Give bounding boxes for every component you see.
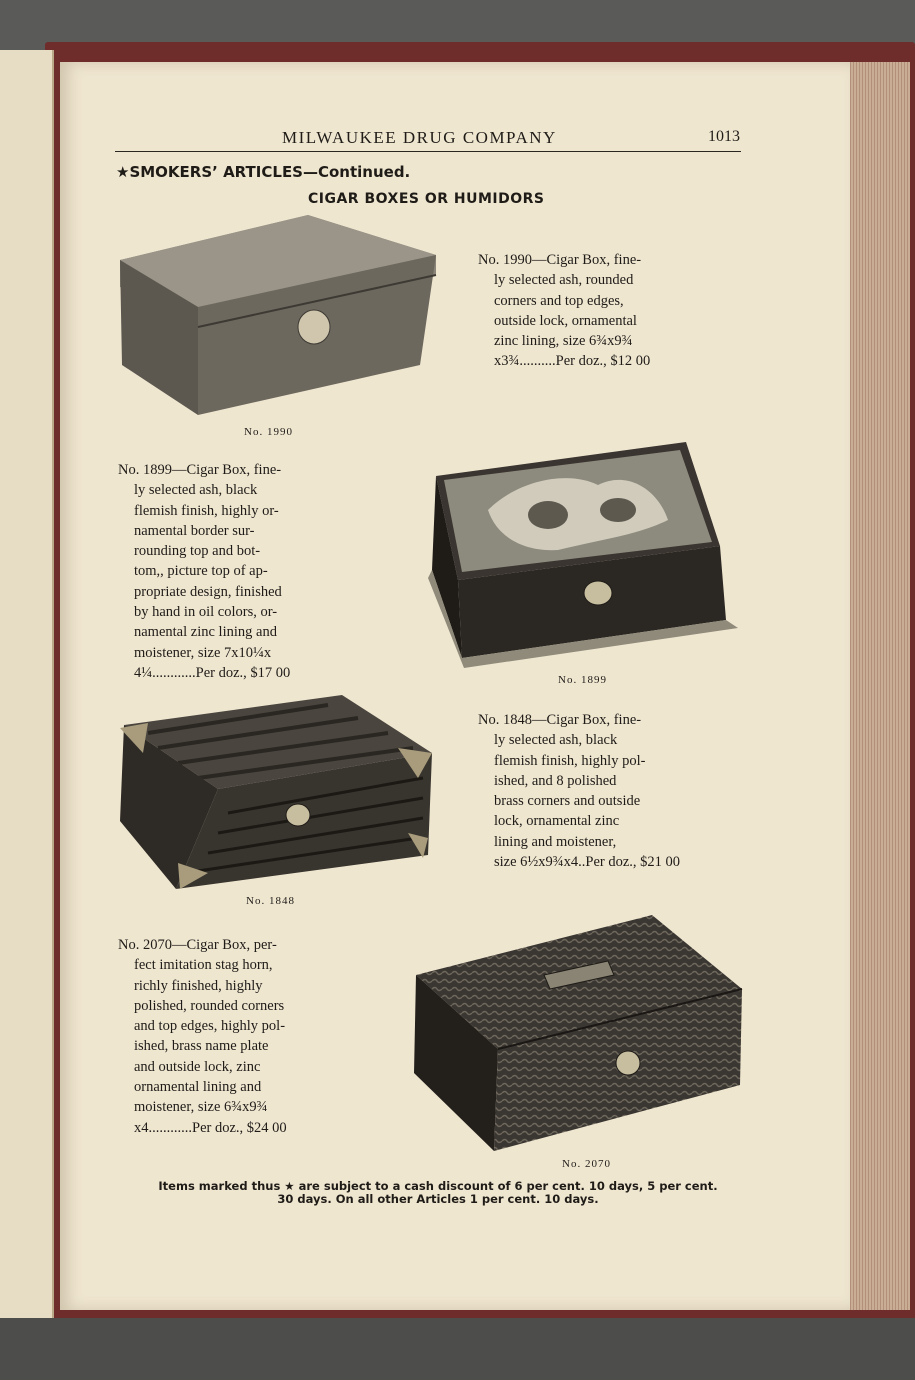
desc-1848-line-6: lock, ornamental zinc — [494, 813, 620, 830]
desc-1990-line-4: outside lock, ornamental — [494, 312, 637, 329]
footnote-line-2: 30 days. On all other Articles 1 per cent. 10 days. — [277, 1192, 599, 1206]
desc-1990-line-5: zinc lining, size 6¾x9¾ — [494, 333, 633, 350]
section-title: ★SMOKERS’ ARTICLES—Continued. — [116, 163, 411, 181]
desc-1899-line-11: 4¼............Per doz., $17 00 — [134, 664, 291, 681]
page-number: 1013 — [708, 128, 740, 145]
desc-1848-line-1: No. 1848—Cigar Box, fine- — [478, 712, 642, 728]
page-header-title: MILWAUKEE DRUG COMPANY — [282, 128, 557, 147]
cigar-box-1848-image — [118, 693, 434, 891]
desc-1899-line-5: rounding top and bot- — [134, 543, 261, 560]
cigar-box-1990-image — [118, 215, 438, 420]
desc-1848-line-5: brass corners and outside — [494, 793, 641, 810]
product-caption-1899: No. 1899 — [558, 674, 607, 686]
footnote-line-1: Items marked thus ★ are subject to a cash discount of 6 per cent. 10 days, 5 per cent. — [158, 1179, 718, 1193]
desc-1990-line-1: No. 1990—Cigar Box, fine- — [478, 252, 642, 268]
previous-page-edge — [0, 50, 54, 1320]
discount-footnote — [118, 1180, 758, 1206]
background-surface — [0, 1318, 915, 1380]
desc-1899-line-2: ly selected ash, black — [134, 482, 258, 499]
desc-2070-line-6: ished, brass name plate — [134, 1038, 269, 1055]
desc-1899-line-3: flemish finish, highly or- — [134, 502, 279, 519]
desc-1848-line-4: ished, and 8 polished — [494, 772, 617, 789]
desc-1990-line-2: ly selected ash, rounded — [494, 272, 634, 289]
desc-2070-line-8: ornamental lining and — [134, 1079, 262, 1096]
desc-2070-line-7: and outside lock, zinc — [134, 1058, 261, 1075]
cigar-box-2070-image — [412, 913, 744, 1153]
desc-2070-line-2: fect imitation stag horn, — [134, 957, 273, 974]
desc-1899-line-1: No. 1899—Cigar Box, fine- — [118, 462, 282, 478]
desc-2070-line-5: and top edges, highly pol- — [134, 1018, 286, 1035]
desc-1899-line-9: namental zinc lining and — [134, 624, 277, 641]
product-description-1899 — [118, 460, 386, 683]
desc-1848-line-3: flemish finish, highly pol- — [494, 752, 646, 769]
desc-1899-line-10: moistener, size 7x10¼x — [134, 644, 272, 661]
product-description-1848 — [478, 710, 742, 872]
desc-1899-line-8: by hand in oil colors, or- — [134, 604, 278, 621]
desc-2070-line-4: polished, rounded corners — [134, 997, 285, 1014]
desc-1899-line-4: namental border sur- — [134, 522, 255, 539]
product-description-2070 — [118, 935, 386, 1138]
product-caption-2070: No. 2070 — [562, 1158, 611, 1170]
header-rule — [115, 151, 741, 152]
cigar-box-1899-image — [428, 440, 740, 668]
product-caption-1848: No. 1848 — [246, 895, 295, 907]
desc-1848-line-8: size 6½x9¾x4..Per doz., $21 00 — [494, 854, 681, 871]
desc-1990-line-6: x3¾..........Per doz., $12 00 — [494, 353, 651, 370]
section-subtitle: CIGAR BOXES OR HUMIDORS — [308, 191, 545, 207]
product-caption-1990: No. 1990 — [244, 426, 293, 438]
desc-2070-line-1: No. 2070—Cigar Box, per- — [118, 937, 277, 953]
desc-1848-line-7: lining and moistener, — [494, 833, 617, 850]
product-description-1990 — [478, 250, 742, 372]
desc-1990-line-3: corners and top edges, — [494, 292, 624, 309]
desc-2070-line-3: richly finished, highly — [134, 977, 263, 994]
desc-1899-line-7: propriate design, finished — [134, 583, 282, 600]
desc-1899-line-6: tom,, picture top of ap- — [134, 563, 268, 580]
page-edges — [848, 62, 910, 1310]
desc-2070-line-10: x4............Per doz., $24 00 — [134, 1119, 287, 1136]
desc-1848-line-2: ly selected ash, black — [494, 732, 618, 749]
desc-2070-line-9: moistener, size 6¾x9¾ — [134, 1099, 268, 1116]
